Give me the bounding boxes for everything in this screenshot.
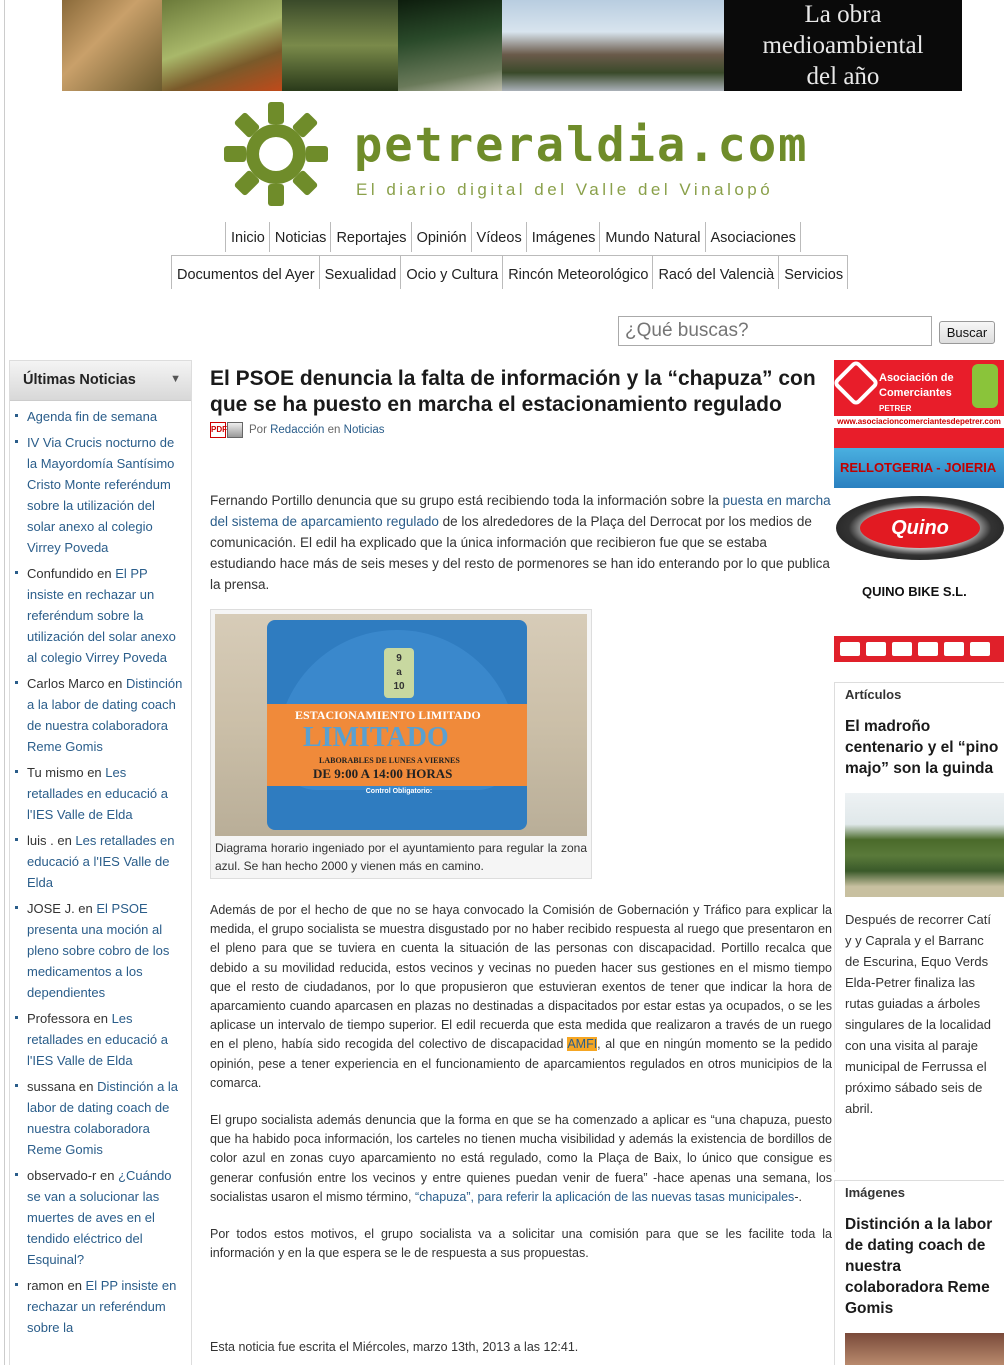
featured-article-title[interactable]: El madroño centenario y el “pino majo” son la guinda xyxy=(845,718,999,777)
list-item xyxy=(10,828,191,896)
news-link[interactable]: El PP insiste en rechazar un referéndum sobre la utilización del solar anexo al colegio Virrey Poveda xyxy=(27,566,176,665)
sponsor-logo-icon xyxy=(866,642,886,656)
mascot-icon xyxy=(972,364,998,408)
list-item xyxy=(10,1074,191,1163)
latest-news-sidebar xyxy=(9,360,192,1365)
news-link[interactable]: Agenda fin de semana xyxy=(27,409,158,424)
sponsor-logo-icon xyxy=(840,642,860,656)
menu-item-asociaciones[interactable]: Asociaciones xyxy=(705,222,801,252)
chevron-down-icon[interactable]: ▼ xyxy=(170,373,181,385)
parking-disc-photo[interactable] xyxy=(215,614,587,836)
text-run: , al que en ningún momento se la pedido opinión, pese a tener experiencia en el funcionamiento de aparcamientos regulados en otros municipios de la comarca. xyxy=(210,1037,833,1090)
list-item xyxy=(10,896,191,1006)
sun-logo-icon xyxy=(220,98,332,210)
menu-item-rincon[interactable]: Rincón Meteorológico xyxy=(502,256,652,289)
article-paragraph-2 xyxy=(210,901,832,1093)
article-meta xyxy=(210,422,832,438)
sponsor-logo-icon xyxy=(944,642,964,656)
banner-photo-mountain xyxy=(502,0,724,91)
comment-en: en xyxy=(89,1011,112,1026)
highlighted-term[interactable]: AMFI xyxy=(567,1037,598,1052)
menu-item-inicio[interactable]: Inicio xyxy=(225,222,269,252)
list-item xyxy=(10,1273,191,1341)
sidebar-header[interactable] xyxy=(10,361,191,401)
ad-bottom-text: RELLOTGERIA - JOIERIA xyxy=(834,448,1004,488)
ad-strip xyxy=(834,428,1004,448)
text-run: El grupo socialista además denuncia que la forma en que se ha comenzado a aplicar es “una chapuza, puesto que ha habido poca información, los carteles no tienen mucha visibilidad y además la existencia de bordillos de color azul en zonas cuyo aparcamiento no está regulado, como la Plaça de Baix, lo único que consigue es generar confusión entre los vecinos y entre quienes puedan venir de fuera” -hace apenas una semana, los socialistas usaron el mismo término, xyxy=(210,1113,832,1204)
disc-window: 9 a 10 xyxy=(384,648,414,698)
menu-item-servicios[interactable]: Servicios xyxy=(778,256,848,289)
featured-image-title[interactable]: Distinción a la labor de dating coach de nuestra colaboradora Reme Gomis xyxy=(845,1216,993,1317)
comment-author: luis . xyxy=(27,833,54,848)
list-item xyxy=(10,1006,191,1074)
menu-item-imagenes[interactable]: Imágenes xyxy=(526,222,600,252)
secondary-menu xyxy=(171,255,848,289)
ad-text xyxy=(879,371,954,416)
article-figure xyxy=(210,609,592,879)
disc-days: LABORABLES DE LUNES A VIERNES xyxy=(319,756,460,765)
menu-item-opinion[interactable]: Opinión xyxy=(411,222,471,252)
comment-en: en xyxy=(104,676,126,691)
article-tools xyxy=(210,422,243,438)
site-logo[interactable] xyxy=(220,98,809,210)
quino-name: QUINO BIKE S.L. xyxy=(862,584,967,599)
banner-text xyxy=(724,0,962,91)
parking-disc xyxy=(267,620,527,830)
sidebar-title: Últimas Noticias xyxy=(23,372,136,388)
print-icon[interactable] xyxy=(227,422,243,438)
ad-line-1: Asociación de xyxy=(879,372,954,384)
sponsor-logo-icon xyxy=(970,642,990,656)
text-run: Fernando Portillo denuncia que su grupo está recibiendo toda la información sobre la xyxy=(210,493,723,508)
menu-item-sexualidad[interactable]: Sexualidad xyxy=(319,256,401,289)
box-header: Artículos xyxy=(845,687,902,702)
inline-link[interactable]: “chapuza”, para referir la aplicación de las nuevas tasas municipales xyxy=(414,1189,795,1204)
text-run: Además de por el hecho de que no se haya convocado la Comisión de Gobernación y Tráfico para explicar la medida, el grupo socialista se muestra disgustado por no haber recibido respuesta al ruego que presentaron en el pleno para que se tuviera en cuenta la situación de las personas con discapacidad. Portillo recalca que debido a su movilidad reducida, estos vecinos y vecinas no pueden hacer sus gestiones en el mismo tiempo que el resto de ciudadanos, por lo que propusieron que estuvieran exentos de tener que indicar la hora de aparcamiento cuando aparcasen en plazas no destinadas a dispacitados por estar estas ya ocupados, o se les aplicase un intervalo de tiempo superior. El edil recuerda que esta medida que realizaron a través de un ruego en el pleno, había sido recogida del colectivo de discapacidad xyxy=(210,903,832,1052)
disc-lower xyxy=(267,786,527,830)
article-date: Esta noticia fue escrita el Miércoles, marzo 13th, 2013 a las 12:41. xyxy=(210,1340,579,1354)
news-link[interactable]: IV Via Crucis nocturno de la Mayordomía Santísimo Cristo Monte referéndum sobre la utilización del solar anexo al colegio Virrey Poveda xyxy=(27,435,175,555)
category-link[interactable]: Noticias xyxy=(343,424,385,436)
tree-photo[interactable] xyxy=(845,793,1004,897)
comment-author: Tu mismo xyxy=(27,765,84,780)
latest-news-list xyxy=(10,401,191,1341)
images-box xyxy=(834,1180,1004,1365)
menu-item-noticias[interactable]: Noticias xyxy=(269,222,331,252)
comment-author: observado-r xyxy=(27,1168,97,1183)
logo-tagline: El diario digital del Valle del Vinalopó xyxy=(356,180,774,199)
disc-hours: DE 9:00 A 14:00 HORAS xyxy=(313,766,453,781)
meta-en: en xyxy=(327,424,341,436)
news-link[interactable]: El PSOE presenta una moción al pleno sobre cobro de los medicamentos a los dependientes xyxy=(27,901,170,1000)
search-input[interactable] xyxy=(618,316,932,346)
ad-sponsors-strip[interactable] xyxy=(834,636,1004,662)
comment-author: ramon xyxy=(27,1278,64,1293)
article-paragraph-3 xyxy=(210,1111,832,1207)
featured-article-desc: Después de recorrer Catí y y Caprala y el Barranc de Escurina, Equo Verds Elda-Petrer finaliza las rutas guiadas a árboles singulares de la localidad con una visita al paraje municipal de Ferrussa el próximo sábado seis de abril. xyxy=(845,912,991,1116)
disc-label-1: ESTACIONAMIENTO LIMITADO xyxy=(295,708,481,722)
comment-author: Professora xyxy=(27,1011,90,1026)
text-run: -. xyxy=(794,1189,802,1204)
text-run: de los alrededores de la Plaça del Derrocat por los medios de comunicación. El edil ha explicado que la única información que recibieron fue que se estaba estudiando hace más de seis meses y del resto de pormenores se han ido enterando por lo que publica la prensa. xyxy=(210,514,830,592)
featured-image[interactable] xyxy=(845,1333,1004,1365)
box-header: Imágenes xyxy=(845,1185,905,1200)
inline-link[interactable]: puesta en marcha del sistema de aparcamiento regulado xyxy=(210,493,831,529)
comment-en: en xyxy=(75,1079,98,1094)
banner-photo-animal xyxy=(62,0,162,91)
meta-por: Por xyxy=(249,424,267,436)
menu-item-documentos[interactable]: Documentos del Ayer xyxy=(171,256,319,289)
ad-line-3: PETRER xyxy=(879,404,912,413)
disc-label-2: LIMITADO xyxy=(303,722,449,753)
menu-item-raco[interactable]: Racó del Valencià xyxy=(652,256,778,289)
banner-line-3: del año xyxy=(806,63,880,90)
news-link[interactable]: Les retallades en educació a l'IES Valle de Elda xyxy=(27,833,175,890)
banner-photo-forest xyxy=(282,0,398,91)
news-link[interactable]: Distinción a la labor de dating coach de nuestra colaboradora Reme Gomis xyxy=(27,1079,179,1157)
page-border xyxy=(4,0,5,1365)
list-item xyxy=(10,561,191,671)
banner-photo-bird xyxy=(398,0,502,91)
banner-line-2: medioambiental xyxy=(762,32,924,59)
author-link[interactable]: Redacción xyxy=(270,424,325,436)
articles-box xyxy=(834,682,1004,1172)
sponsor-logo-icon xyxy=(918,642,938,656)
menu-item-ocio[interactable]: Ocio y Cultura xyxy=(400,256,502,289)
list-item xyxy=(10,430,191,561)
list-item xyxy=(10,1163,191,1273)
ad-line-2: Comerciantes xyxy=(879,387,952,399)
list-item xyxy=(10,404,191,430)
top-banner[interactable] xyxy=(62,0,962,91)
comment-en: en xyxy=(96,1168,119,1183)
menu-item-mundo-natural[interactable]: Mundo Natural xyxy=(599,222,704,252)
ad-quino-bike[interactable] xyxy=(834,490,1004,630)
banner-photo-frog xyxy=(162,0,282,91)
list-item xyxy=(10,671,191,760)
news-link[interactable]: Les retallades en educació a l'IES Valle de Elda xyxy=(27,765,168,822)
quino-logo xyxy=(836,496,1004,560)
ad-asociacion-comerciantes[interactable] xyxy=(834,360,1004,488)
disc-control: Control Obligatorio: xyxy=(365,788,433,795)
menu-item-reportajes[interactable]: Reportajes xyxy=(330,222,410,252)
comment-en: en xyxy=(74,901,97,916)
comment-en: en xyxy=(63,1278,86,1293)
article-paragraph-4: Por todos estos motivos, el grupo socialista va a solicitar una comisión para que se les facilite toda la información y en la que espera se le de respuesta a sus propuestas. xyxy=(210,1227,832,1261)
news-link[interactable]: Distinción a la labor de dating coach de nuestra colaboradora Reme Gomis xyxy=(27,676,183,754)
pdf-icon[interactable]: PDF xyxy=(210,422,226,438)
menu-item-videos[interactable]: Vídeos xyxy=(471,222,526,252)
news-link[interactable]: ¿Cuándo se van a solucionar las muertes de aves en el tendido eléctrico del Esquinal? xyxy=(27,1168,172,1267)
disc-band xyxy=(267,704,527,786)
comment-author: Confundido xyxy=(27,566,94,581)
banner-line-1: La obra xyxy=(804,1,882,28)
list-item xyxy=(10,760,191,828)
ad-emblem-icon xyxy=(834,360,880,407)
news-link[interactable]: El PP insiste en rechazar un referéndum sobre la xyxy=(27,1278,177,1335)
ad-url: www.asociacioncomerciantesdepetrer.com xyxy=(834,416,1004,428)
article xyxy=(210,366,832,1263)
quino-logo-text: Quino xyxy=(860,508,980,548)
figure-caption: Diagrama horario ingeniado por el ayuntamiento para regular la zona azul. Se han hecho 2000 y vienen más en camino. xyxy=(215,841,587,873)
search-button[interactable]: Buscar xyxy=(939,321,995,344)
comment-en: en xyxy=(93,566,116,581)
article-title: El PSOE denuncia la falta de información y la “chapuza” con que se ha puesto en marcha el estacionamiento regulado xyxy=(210,367,816,416)
sponsor-logo-icon xyxy=(892,642,912,656)
article-paragraph-1 xyxy=(210,490,832,595)
comment-author: JOSE J. xyxy=(27,901,75,916)
news-link[interactable]: Les retallades en educació a l'IES Valle de Elda xyxy=(27,1011,168,1068)
comment-author: Carlos Marco xyxy=(27,676,105,691)
primary-menu xyxy=(225,222,801,252)
comment-author: sussana xyxy=(27,1079,76,1094)
logo-name: petreraldia.com xyxy=(354,118,809,173)
comment-en: en xyxy=(83,765,106,780)
comment-en: en xyxy=(53,833,76,848)
